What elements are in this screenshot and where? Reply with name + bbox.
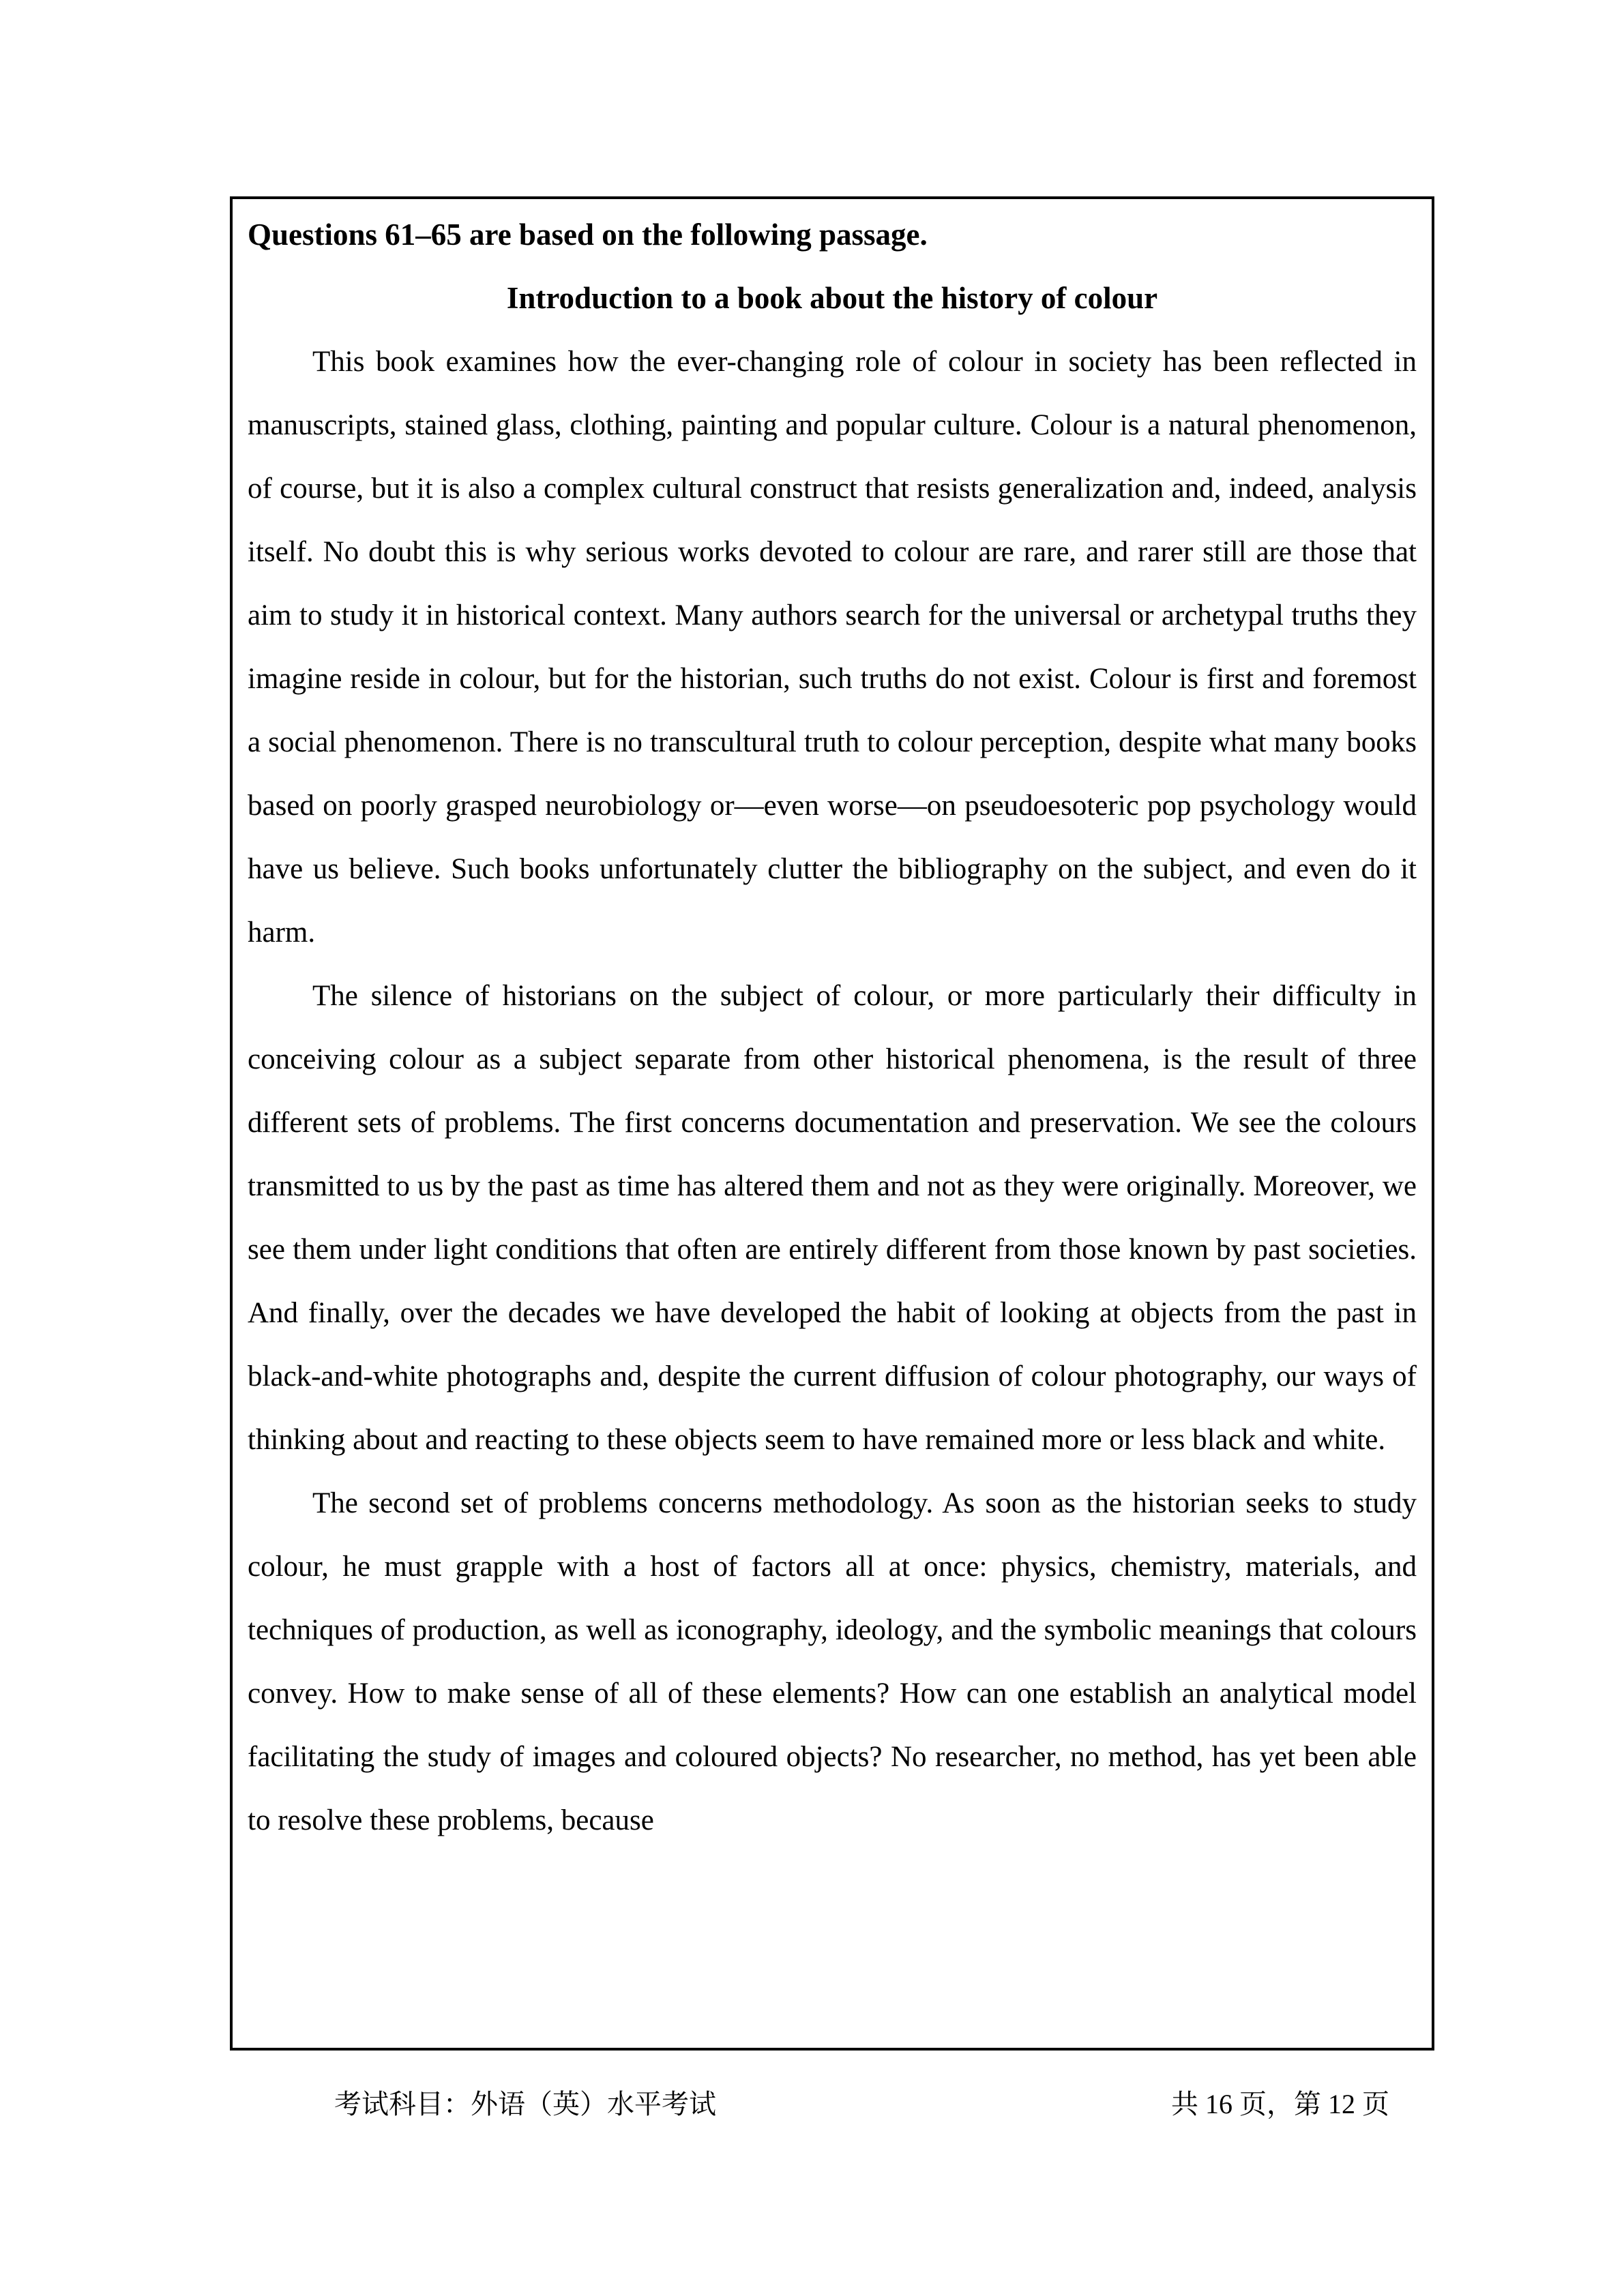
footer-page-number: 共 16 页，第 12 页 xyxy=(1171,2089,1389,2119)
passage-paragraph-2: The silence of historians on the subject of colour, or more particularly their difficulty in conceiving colour as a subject separate from other historical phenomena, is the result of three different sets of problems. The first concerns documentation and preservation. We see the colours transmitted to us by the past as time has altered them and not as they were originally. Moreover, we see them under light conditions that often are entirely different from those known by past societies. And finally, over the decades we have developed the habit of looking at objects from the past in black-and-white photographs and, despite the current diffusion of colour photography, our ways of thinking about and reacting to these objects seem to have remained more or less black and white. xyxy=(248,980,1417,1456)
passage-box xyxy=(230,196,1434,2051)
passage-title: Introduction to a book about the history of colour xyxy=(506,281,1158,315)
passage-paragraph-1: This book examines how the ever-changing role of colour in society has been reflected in manuscripts, stained glass, clothing, painting and popular culture. Colour is a natural phenomenon, of course, but it is also a complex cultural construct that resists generalization and, indeed, analysis itself. No doubt this is why serious works devoted to colour are rare, and rarer still are those that aim to study it in historical context. Many authors search for the universal or archetypal truths they imagine reside in colour, but for the historian, such truths do not exist. Colour is first and foremost a social phenomenon. There is no transcultural truth to colour perception, despite what many books based on poorly grasped neurobiology or—even worse—on pseudoesoteric pop psychology would have us believe. Such books unfortunately clutter the bibliography on the subject, and even do it harm. xyxy=(248,346,1417,949)
footer-exam-subject: 考试科目：外语（英）水平考试 xyxy=(334,2089,716,2119)
passage-paragraph-3: The second set of problems concerns methodology. As soon as the historian seeks to study colour, he must grapple with a host of factors all at once: physics, chemistry, materials, and techniques of production, as well as iconography, ideology, and the symbolic meanings that colours convey. How to make sense of all of these elements? How can one establish an analytical model facilitating the study of images and coloured objects? No researcher, no method, has yet been able to resolve these problems, because xyxy=(248,1487,1417,1836)
passage-questions-header: Questions 61–65 are based on the following passage. xyxy=(248,218,928,252)
